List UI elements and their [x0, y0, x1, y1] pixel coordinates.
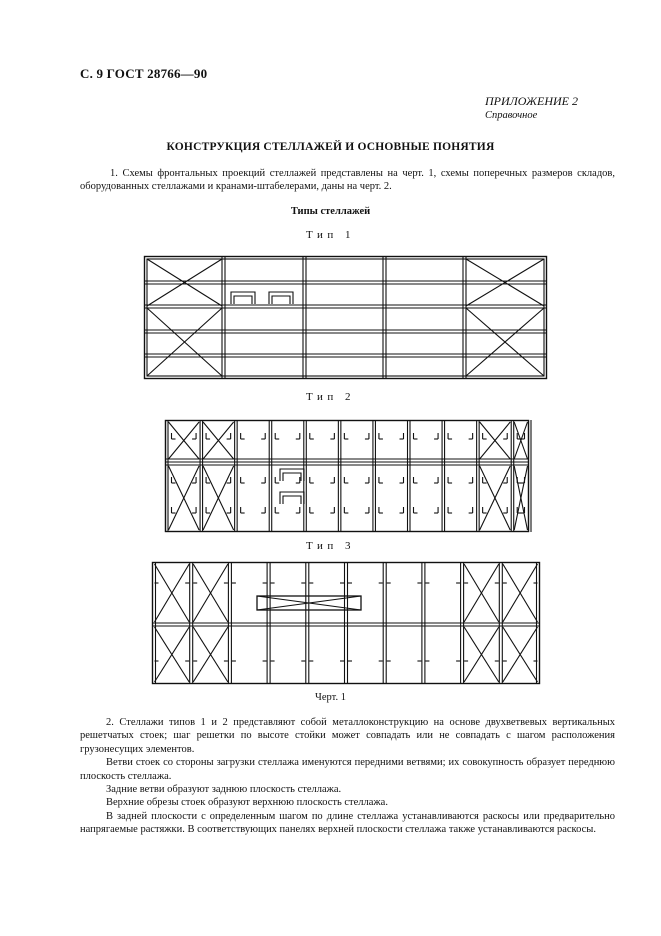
- type-2-label: Тип 2: [306, 391, 355, 403]
- paragraph-front-branches: Ветви стоек со стороны загрузки стеллажа именуются передними ветвями; их совокупность образует переднюю плоскость стеллажа.: [80, 757, 615, 782]
- section-title: КОНСТРУКЦИЯ СТЕЛЛАЖЕЙ И ОСНОВНЫЕ ПОНЯТИЯ: [166, 141, 495, 153]
- figure-caption: Черт. 1: [315, 692, 346, 703]
- rack-type-2-diagram: [164, 419, 530, 533]
- paragraph-top-plane: Верхние обрезы стоек образуют верхнюю плоскость стеллажа.: [106, 797, 388, 809]
- rack-type-3-diagram: [151, 561, 541, 685]
- type-1-label: Тип 1: [306, 229, 355, 241]
- rack-type-1-diagram: [143, 254, 548, 380]
- body-text: [80, 716, 615, 837]
- rack-types-subtitle: Типы стеллажей: [290, 206, 371, 217]
- paragraph-braces: В задней плоскости с определенным шагом по длине стеллажа устанавливаются раскосы или предварительно напрягаемые растяжки. В соответствующих панелях верхней плоскости стеллажа также устанавливаются раскосы.: [80, 810, 615, 836]
- paragraph-2: 2. Стеллажи типов 1 и 2 представляют собой металлоконструкцию на основе двухветвевых вертикальных решетчатых стоек; шаг решетки по высоте стойки может совпадать или не совпадать с шагом расположения грузонесущих элементов.: [80, 717, 615, 755]
- appendix-block: [485, 94, 615, 121]
- type-3-label: Тип 3: [306, 540, 355, 552]
- page-header: С. 9 ГОСТ 28766—90: [80, 66, 208, 81]
- paragraph-rear-plane: Задние ветви образуют заднюю плоскость стеллажа.: [106, 784, 342, 796]
- appendix-kind: Справочное: [485, 110, 538, 121]
- appendix-label: ПРИЛОЖЕНИЕ 2: [485, 94, 578, 108]
- intro-paragraph: 1. Схемы фронтальных проекций стеллажей представлены на черт. 1, схемы поперечных размеров складов, оборудованных стеллажами и кранами-штабелерами, даны на черт. 2.: [80, 168, 615, 193]
